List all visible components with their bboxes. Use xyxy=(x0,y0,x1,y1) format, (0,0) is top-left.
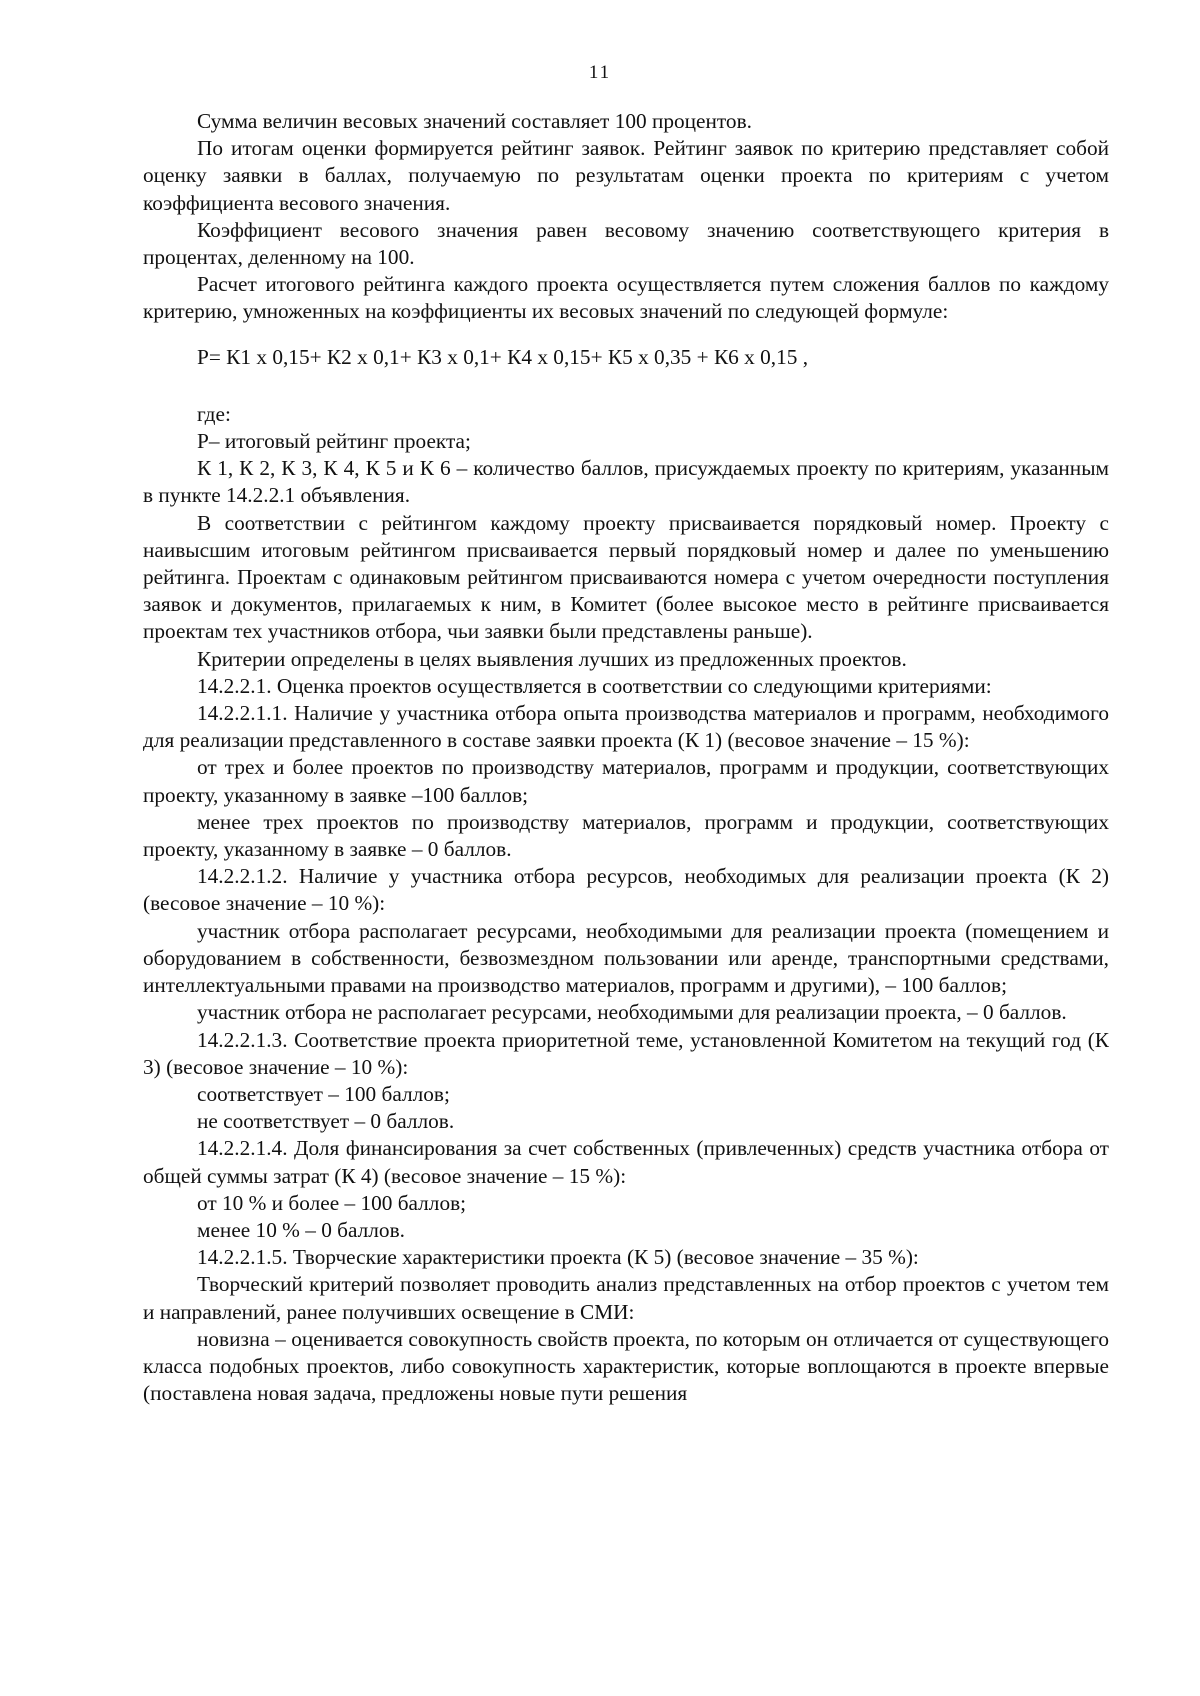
section-14-2-2-1-2-option-b: участник отбора не располагает ресурсами, необходимыми для реализации проекта, – 0 баллов. xyxy=(197,1000,1067,1025)
paragraph-weight-coefficient: Коэффициент весового значения равен весовому значению соответствующего критерия в процентах, деленному на 100. xyxy=(143,217,1109,270)
section-14-2-2-1-1-option-a: от трех и более проектов по производству материалов, программ и продукции, соответствующих проекту, указанному в заявке –100 баллов; xyxy=(143,755,1109,807)
paragraph-weights-sum: Сумма величин весовых значений составляет 100 процентов. xyxy=(197,109,752,133)
document-body xyxy=(143,108,1109,1407)
rating-formula: Р= К1 х 0,15+ К2 х 0,1+ К3 х 0,1+ К4 х 0,15+ К5 х 0,35 + К6 х 0,15 , xyxy=(197,344,809,369)
section-14-2-2-1-3: 14.2.2.1.3. Соответствие проекта приоритетной теме, установленной Комитетом на текущий год (К 3) (весовое значение – 10 %): xyxy=(143,1027,1109,1079)
where-label: где: xyxy=(197,401,231,426)
section-14-2-2-1-4-option-b: менее 10 % – 0 баллов. xyxy=(197,1217,405,1242)
section-14-2-2-1-1-option-b: менее трех проектов по производству материалов, программ и продукции, соответствующих проекту, указанному в заявке – 0 баллов. xyxy=(143,809,1109,862)
section-14-2-2-1-2-option-a: участник отбора располагает ресурсами, необходимыми для реализации проекта (помещением и оборудованием в собственности, безвозмездном пользовании или аренде, транспортными средствами, интеллектуальными правами на производство материалов, программ и другими), – 100 баллов; xyxy=(143,918,1109,998)
definition-k: К 1, К 2, К 3, К 4, К 5 и К 6 – количество баллов, присуждаемых проекту по критериям, указанным в пункте 14.2.2.1 объявления. xyxy=(143,456,1109,508)
section-14-2-2-1-5-novelty: новизна – оценивается совокупность свойств проекта, по которым он отличается от существующего класса подобных проектов, либо совокупность характеристик, которые воплощаются в проекте впервые (поставлена новая задача, предложены новые пути решения xyxy=(143,1326,1109,1406)
section-14-2-2-1-3-option-b: не соответствует – 0 баллов. xyxy=(197,1109,455,1134)
section-14-2-2-1-3-option-a: соответствует – 100 баллов; xyxy=(197,1081,450,1106)
paragraph-ordinal-number: В соответствии с рейтингом каждому проекту присваивается порядковый номер. Проекту с наивысшим итоговым рейтингом присваивается первый порядковый номер и далее по уменьшению рейтинга. Проектам с одинаковым рейтингом присваиваются номера с учетом очередности поступления заявок и документов, прилагаемых к ним, в Комитет (более высокое место в рейтинге присваивается проектам тех участников отбора, чьи заявки были представлены раньше). xyxy=(143,510,1109,644)
paragraph-final-rating-calculation: Расчет итогового рейтинга каждого проекта осуществляется путем сложения баллов по каждому критерию, умноженных на коэффициенты их весовых значений по следующей формуле: xyxy=(143,272,1109,324)
section-14-2-2-1-5-description: Творческий критерий позволяет проводить анализ представленных на отбор проектов с учетом тем и направлений, ранее получивших освещение в СМИ: xyxy=(143,1272,1109,1324)
section-14-2-2-1-1: 14.2.2.1.1. Наличие у участника отбора опыта производства материалов и программ, необходимого для реализации представленного в составе заявки проекта (К 1) (весовое значение – 15 %): xyxy=(143,701,1109,753)
section-14-2-2-1-2: 14.2.2.1.2. Наличие у участника отбора ресурсов, необходимых для реализации проекта (К 2) (весовое значение – 10 %): xyxy=(143,864,1109,916)
page-number: 11 xyxy=(588,62,612,83)
definition-p: Р– итоговый рейтинг проекта; xyxy=(197,429,471,454)
paragraph-criteria-purpose: Критерии определены в целях выявления лучших из предложенных проектов. xyxy=(197,646,907,671)
section-14-2-2-1-4-option-a: от 10 % и более – 100 баллов; xyxy=(197,1190,467,1215)
section-14-2-2-1-4: 14.2.2.1.4. Доля финансирования за счет собственных (привлеченных) средств участника отбора от общей суммы затрат (К 4) (весовое значение – 15 %): xyxy=(143,1136,1109,1188)
section-14-2-2-1-5: 14.2.2.1.5. Творческие характеристики проекта (К 5) (весовое значение – 35 %): xyxy=(197,1245,919,1270)
section-14-2-2-1: 14.2.2.1. Оценка проектов осуществляется в соответствии со следующими критериями: xyxy=(197,673,992,698)
paragraph-rating-formation: По итогам оценки формируется рейтинг заявок. Рейтинг заявок по критерию представляет собой оценку заявки в баллах, получаемую по результатам оценки проекта по критериям с учетом коэффициента весового значения. xyxy=(143,136,1109,215)
